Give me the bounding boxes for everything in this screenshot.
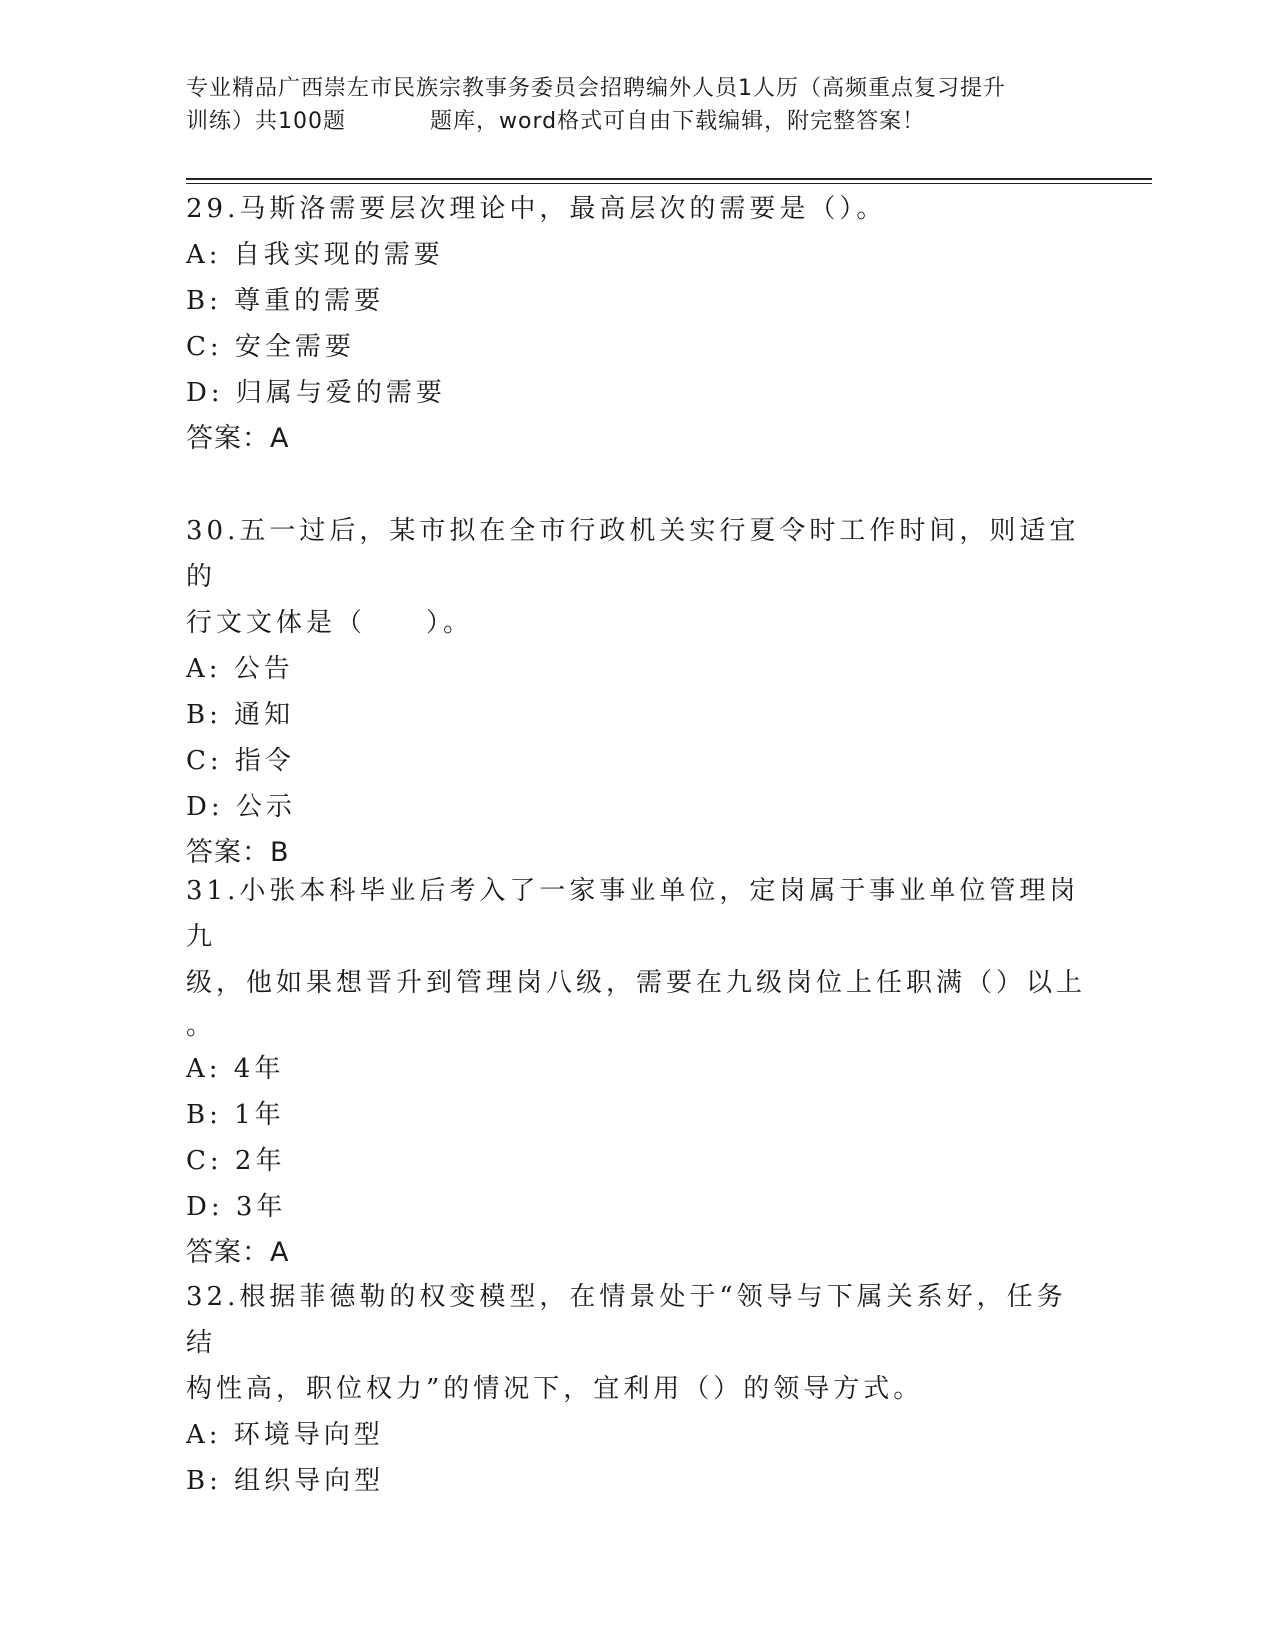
- answer: 答案：A: [186, 423, 290, 454]
- question-text-line-1: 30.五一过后，某市拟在全市行政机关实行夏令时工作时间，则适宜的: [186, 516, 1080, 592]
- option-b: B: 尊重的需要: [186, 286, 385, 316]
- option-c: C: 2年: [186, 1146, 286, 1176]
- question-text-line-3: 。: [186, 1011, 217, 1041]
- option-b: B: 1年: [186, 1100, 285, 1130]
- option-d: D: 3年: [186, 1192, 287, 1222]
- option-c: C: 指令: [186, 746, 295, 776]
- option-a: A: 4年: [186, 1054, 285, 1084]
- document-header: [186, 72, 1086, 138]
- header-title-part-a: 训练）共100题: [186, 109, 346, 134]
- option-a: A: 公告: [186, 654, 294, 684]
- question-31: [186, 868, 1086, 1276]
- question-text-line-2: 构性高，职位权力”的情况下，宜利用（）的领导方式。: [186, 1374, 924, 1404]
- header-divider-thin: [186, 183, 1152, 184]
- option-d: D: 公示: [186, 792, 296, 822]
- question-text-line-2: 行文文体是（ ）。: [186, 608, 474, 638]
- option-d: D: 归属与爱的需要: [186, 378, 446, 408]
- header-divider-thick: [186, 178, 1152, 180]
- question-text-line-1: 32.根据菲德勒的权变模型，在情景处于“领导与下属关系好，任务结: [186, 1282, 1067, 1358]
- question-text-line-2: 级，他如果想晋升到管理岗八级，需要在九级岗位上任职满（）以上: [186, 968, 1087, 998]
- option-b: B: 通知: [186, 700, 295, 730]
- option-c: C: 安全需要: [186, 332, 355, 362]
- option-b: B: 组织导向型: [186, 1466, 385, 1496]
- answer: 答案：A: [186, 1237, 290, 1268]
- question-32: [186, 1274, 1086, 1504]
- option-a: A: 自我实现的需要: [186, 240, 444, 270]
- header-title-line-2: [186, 105, 1086, 138]
- header-title-line-1: 专业精品广西崇左市民族宗教事务委员会招聘编外人员1人历（高频重点复习提升: [186, 76, 1006, 101]
- question-29: [186, 186, 1086, 462]
- question-text-line-1: 31.小张本科毕业后考入了一家事业单位，定岗属于事业单位管理岗九: [186, 876, 1080, 952]
- question-30: [186, 508, 1086, 876]
- header-title-part-b: 题库，word格式可自由下载编辑，附完整答案！: [430, 109, 926, 134]
- option-a: A: 环境导向型: [186, 1420, 384, 1450]
- answer: 答案：B: [186, 837, 290, 868]
- question-text: 29.马斯洛需要层次理论中，最高层次的需要是（）。: [186, 194, 887, 224]
